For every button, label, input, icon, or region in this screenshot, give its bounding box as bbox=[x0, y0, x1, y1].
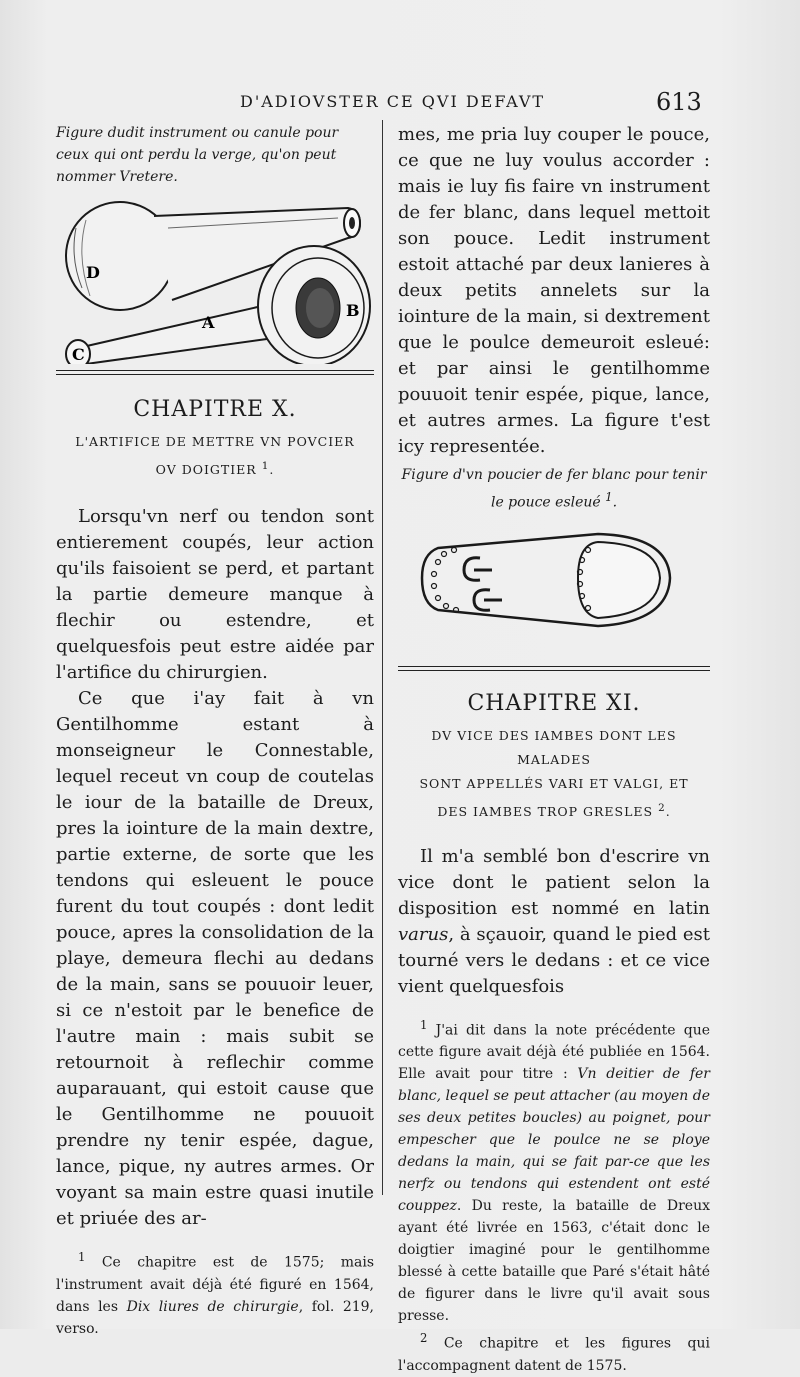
figure-caption-canule: Figure dudit instrument ou canule pour ceux qui ont perdu la verge, qu'on peut nommer Vretere. bbox=[56, 125, 339, 185]
figure-caption-poucier: Figure d'vn poucier de fer blanc pour tenir le pouce esleué $^1$. bbox=[401, 467, 707, 511]
footnote-mark: 1 bbox=[78, 1250, 86, 1265]
figure-label-b: B bbox=[346, 301, 360, 320]
footnote-right-1: $^1$ J'ai dit dans la note précédente que cette figure avait déjà été publiée en 1564. Elle avait pour titre : Vn deitier de fer blanc, lequel se peut attacher (au moyen de ses deux petites boucles) au poignet, pour empescher que le poulce ne se ploye dedans la main, qui se fait par-ce que les nerfz ou tendons qui estendent ont esté couppez. Du reste, la bataille de Dreux ayant été livrée en 1563, c'était donc le doigtier imaginé pour le gentilhomme blessé à cette bataille que Paré s'était hâté de figurer dans le livre qu'il avait sous presse. bbox=[398, 1017, 711, 1325]
figure-label-d: D bbox=[86, 263, 100, 282]
running-head: D'ADIOVSTER CE QVI DEFAVT bbox=[240, 92, 546, 111]
column-divider bbox=[382, 120, 383, 1195]
left-column bbox=[56, 122, 374, 1340]
paragraph-varus: Il m'a semblé bon d'escrire vn vice dont le patient selon la disposition est nommé en latin varus, à sçauoir, quand le pied est tourné vers le dedans : et ce vice vient quelquesfois bbox=[398, 845, 710, 997]
footnote-right-2: $^2$ Ce chapitre et les figures qui l'accompagnent datent de 1575. bbox=[398, 1331, 710, 1375]
right-column bbox=[398, 122, 710, 1377]
chapter-subtitle-x: L'ARTIFICE DE METTRE VN POVCIER OV DOIGTIER $^1$. bbox=[75, 434, 355, 478]
canule-illustration bbox=[56, 188, 374, 364]
figure-label-c: C bbox=[72, 345, 85, 364]
chapter-title-x: CHAPITRE X. bbox=[133, 397, 297, 422]
paragraph-1: Lorsqu'vn nerf ou tendon sont entierement coupés, leur action qu'ils faisoient se perd, et partant la partie demeure manque à flechir ou estendre, et quelquesfois peut estre aidée par l'artifice du chirurgien. bbox=[56, 506, 374, 684]
page-header bbox=[0, 88, 800, 118]
footnote-1: $^1$ Ce chapitre est de 1575; mais l'instrument avait déjà été figuré en 1564, dans les Dix liures de chirurgie, fol. 219, verso. bbox=[56, 1250, 375, 1337]
chapter-title-xi: CHAPITRE XI. bbox=[467, 690, 641, 716]
chapter-subtitle-xi: DV VICE DES IAMBES DONT LES MALADES SONT APPELLÉS VARI ET VALGI, ET DES IAMBES TROP GRESLES $^2$. bbox=[419, 727, 689, 819]
paragraph-2: Ce que i'ay fait à vn Gentilhomme estant à monseigneur le Connestable, lequel receut vn coup de coutelas le iour de la bataille de Dreux, pres la iointure de la main dextre, partie externe, de sorte que les tendons qui esleuent le pouce furent du tout coupés : dont ledit pouce, apres la consolidation de la playe, demeura flechi au dedans de la main, sans se pouuoir leuer, si ce n'estoit par le benefice de l'autre main : mais subit se retournoit à reflechir comme auparauant, qui estoit cause que le Gentilhomme ne pouuoit prendre ny tenir espée, dague, lance, pique, ny autres armes. Or voyant sa main estre quasi inutile et priuée des ar- bbox=[56, 688, 374, 1230]
poucier-illustration bbox=[398, 514, 710, 644]
paragraph-continued: mes, me pria luy couper le pouce, ce que ne luy voulus accorder : mais ie luy fis faire vn instrument de fer blanc, dans lequel mettoit son pouce. Ledit instrument estoit attaché par deux lanieres à deux petits annelets sur la iointure de la main, si dextrement que le poulce demeuroit esleué: et par ainsi le gentilhomme pouuoit tenir espée, pique, lance, et autres armes. La figure t'est icy representée. bbox=[398, 124, 710, 457]
footnote-ref: 1 bbox=[261, 460, 270, 472]
page-number: 613 bbox=[656, 88, 702, 116]
figure-label-a: A bbox=[202, 313, 215, 332]
